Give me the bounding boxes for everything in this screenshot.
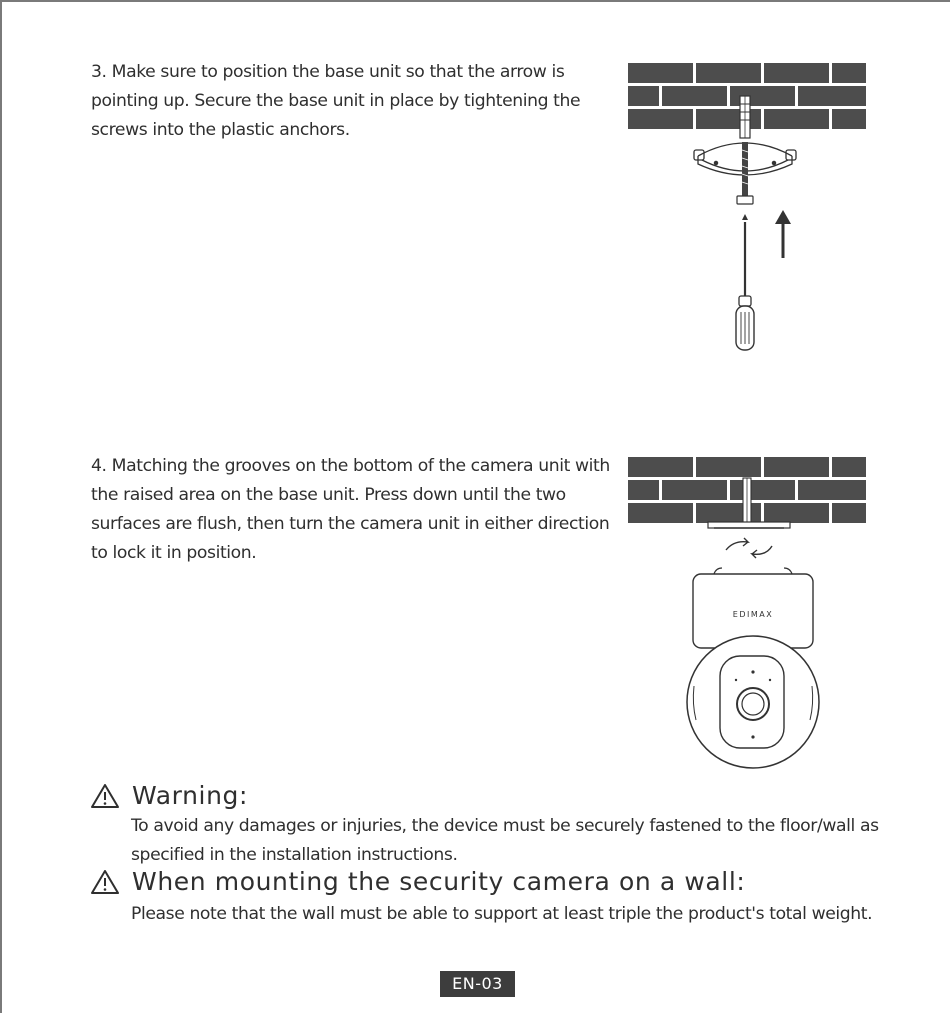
page-number-badge: EN-03 [440,971,515,997]
wall-mount-title: When mounting the security camera on a wall: [132,867,746,896]
camera-attach-illustration [624,454,869,769]
up-arrow-icon [775,210,791,258]
step-4-text: 4. Matching the grooves on the bottom of the camera unit with the raised area on the base unit. Press down until the two surfaces are flush, then turn the camera unit in either direction to lock it in position. [91,456,610,563]
wall-mount-heading [90,867,745,896]
plastic-anchor [740,96,750,138]
anchored-screw [743,478,751,524]
page-left-border [0,0,2,1013]
step-3-text: 3. Make sure to position the base unit so that the arrow is pointing up. Secure the base unit in place by tightening the screws into the plastic anchors. [91,62,581,140]
warning-triangle-icon [90,783,120,809]
wall-mount-body: Please note that the wall must be able to support at least triple the product's total weight. [131,904,873,924]
page-top-border [0,0,950,2]
warning-heading [90,781,248,810]
warning-body: To avoid any damages or injuries, the device must be securely fastened to the floor/wall as specified in the installation instructions. [131,816,879,865]
warning-triangle-icon [90,869,120,895]
camera-brand-logo: EDIMAX [732,610,774,619]
screwdriver-icon [736,214,754,350]
mounted-base-plate [708,522,790,528]
camera-body [687,568,819,768]
rotate-arrows-icon [726,538,772,558]
warning-title: Warning: [132,781,249,810]
base-mount-illustration [624,60,869,360]
screw [737,142,753,204]
